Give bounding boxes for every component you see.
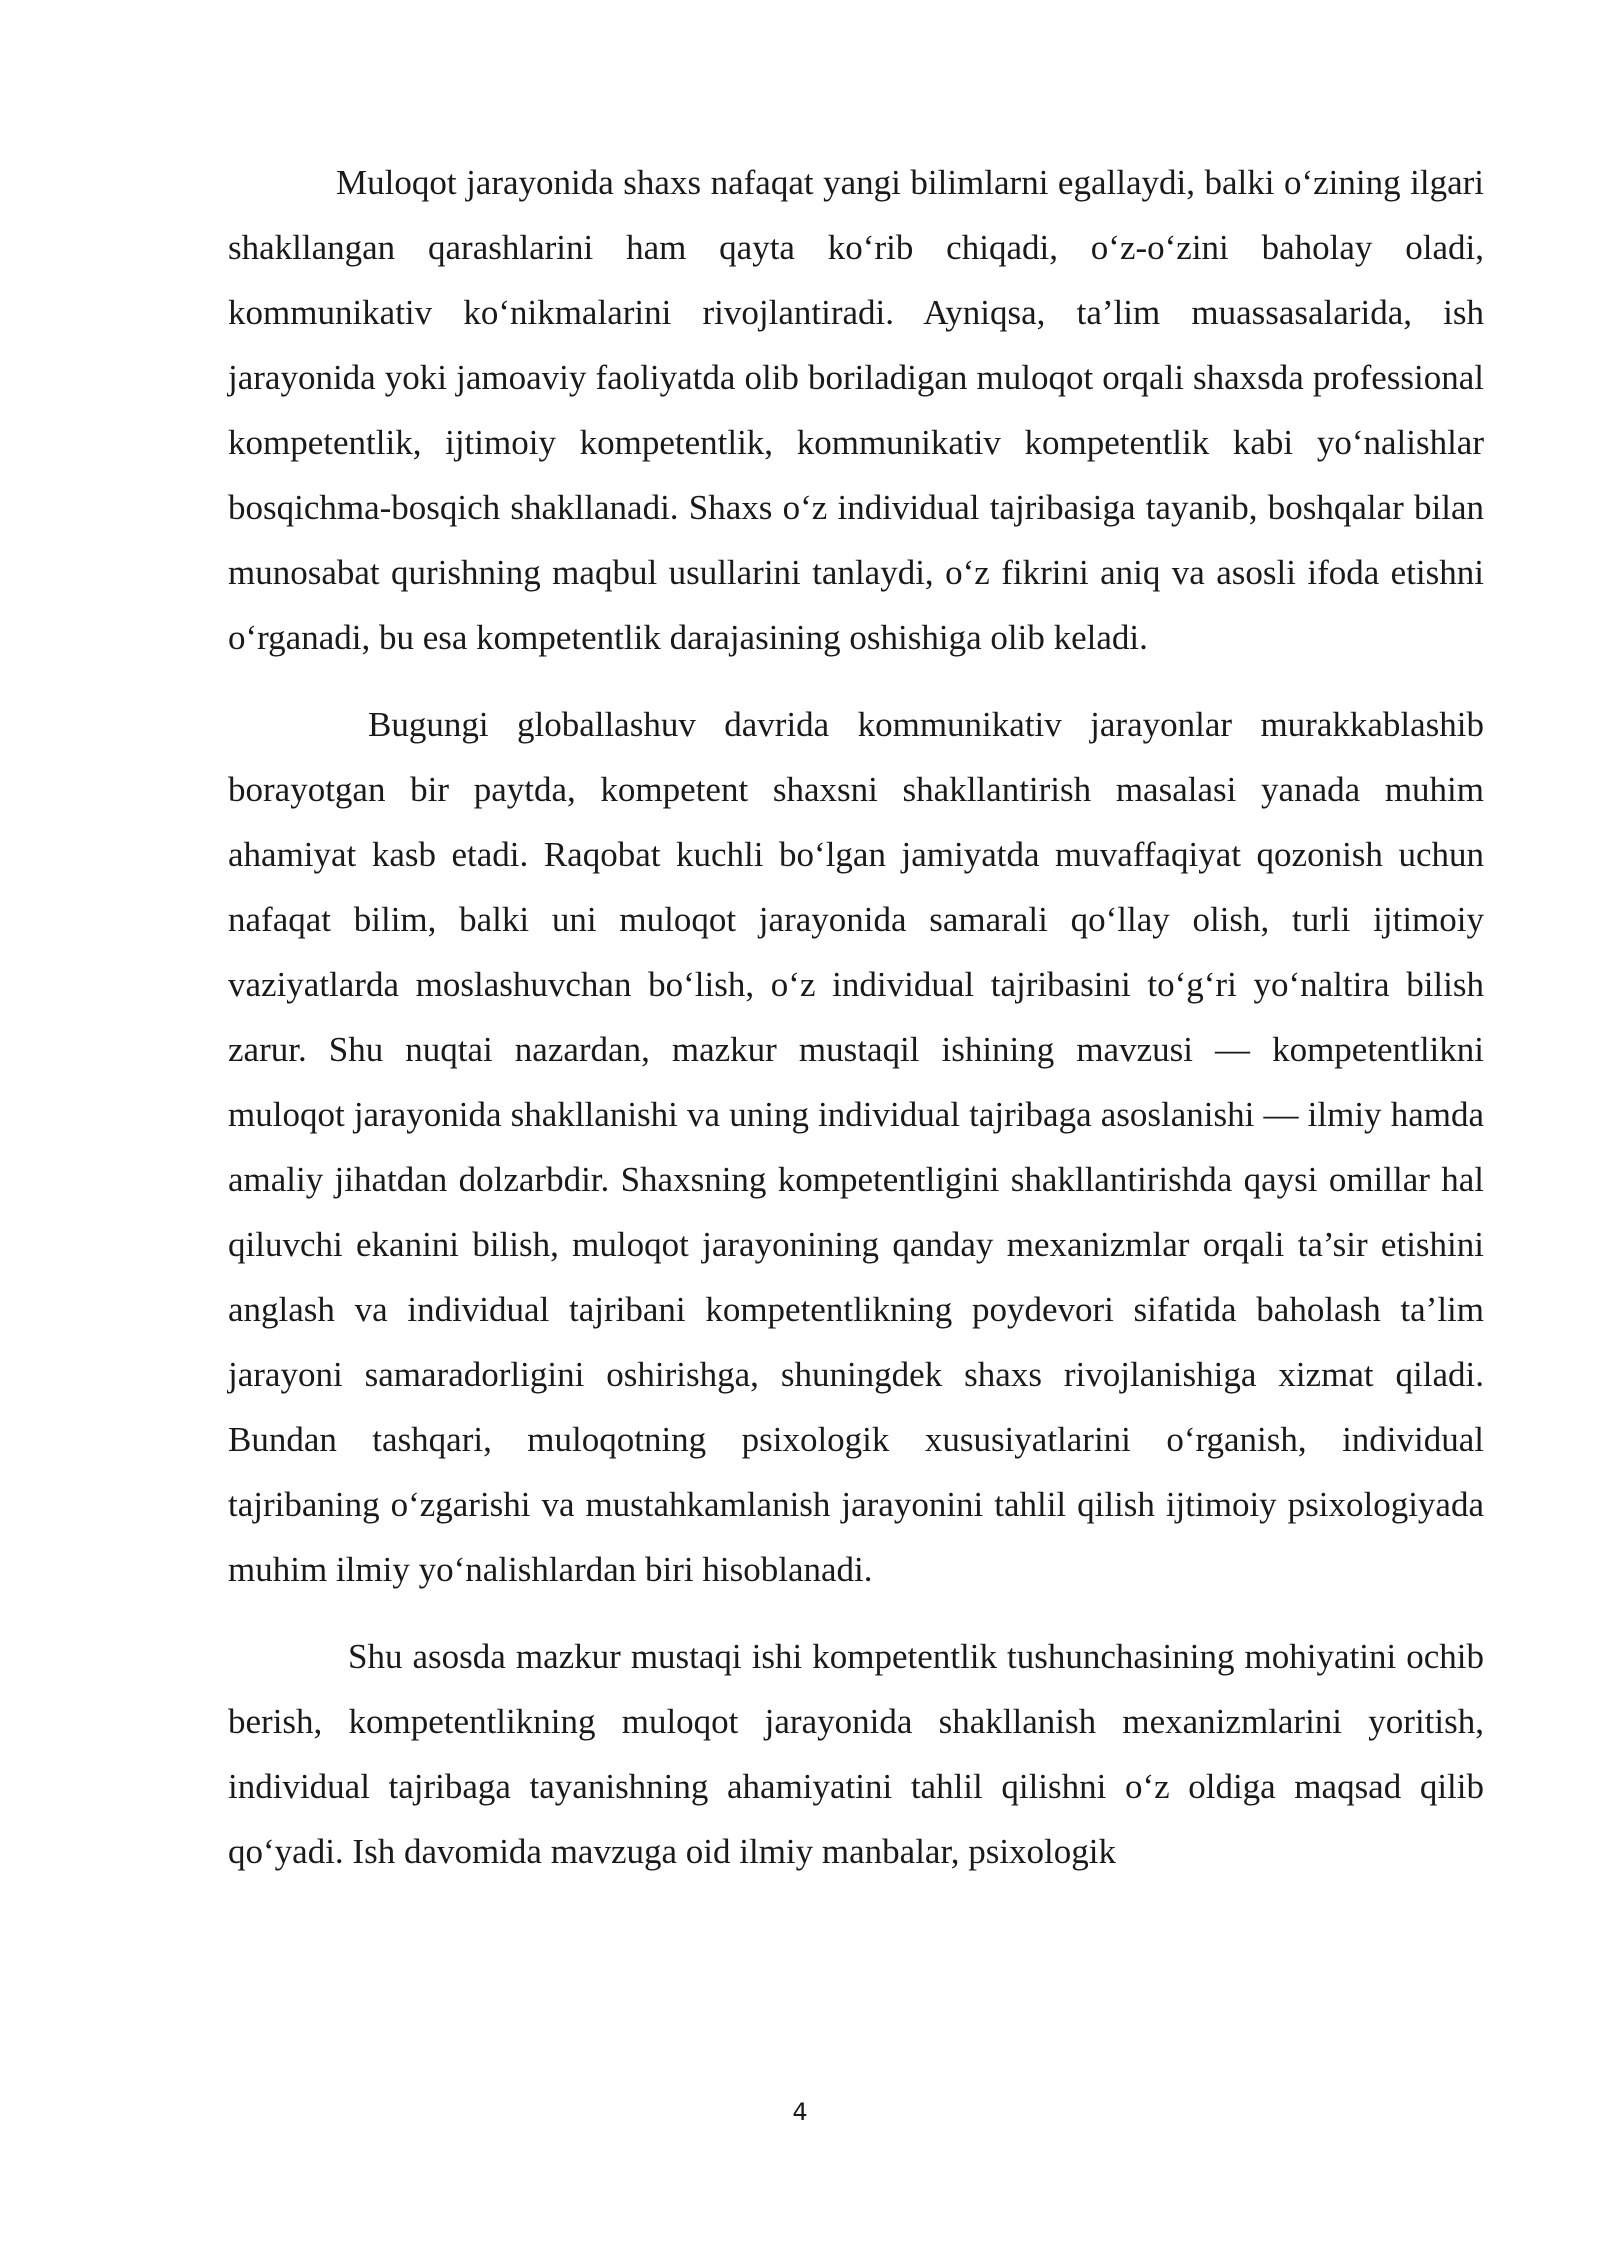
paragraph-2: Bugungi globallashuv davrida kommunikativ jarayonlar murakkablashib borayotgan bir paytda, kompetent shaxsni shakllantirish masalasi yanada muhim ahamiyat kasb etadi. Raqobat kuchli bo‘lgan jamiyatda muvaffaqiyat qozonish uchun nafaqat bilim, balki uni muloqot jarayonida samarali qo‘llay olish, turli ijtimoiy vaziyatlarda moslashuvchan bo‘lish, o‘z individual tajribasini to‘g‘ri yo‘naltira bilish zarur. Shu nuqtai nazardan, mazkur mustaqil ishining mavzusi — kompetentlikni muloqot jarayonida shakllanishi va uning individual tajribaga asoslanishi — ilmiy hamda amaliy jihatdan dolzarbdir. Shaxsning kompetentligini shakllantirishda qaysi omillar hal qiluvchi ekanini bilish, muloqot jarayonining qanday mexanizmlar orqali ta’sir etishini anglash va individual tajribani kompetentlikning poydevori sifatida baholash ta’lim jarayoni samaradorligini oshirishga, shuningdek shaxs rivojlanishiga xizmat qiladi. Bundan tashqari, muloqotning psixologik xususiyatlarini o‘rganish, individual tajribaning o‘zgarishi va mustahkamlanish jarayonini tahlil qilish ijtimoiy psixologiyada muhim ilmiy yo‘nalishlardan biri hisoblanadi. [228,705,1484,1589]
paragraph-1: Muloqot jarayonida shaxs nafaqat yangi bilimlarni egallaydi, balki o‘zining ilgari shakllangan qarashlarini ham qayta ko‘rib chiqadi, o‘z-o‘zini baholay oladi, kommunikativ ko‘nikmalarini rivojlantiradi. Ayniqsa, ta’lim muassasalarida, ish jarayonida yoki jamoaviy faoliyatda olib boriladigan muloqot orqali shaxsda professional kompetentlik, ijtimoiy kompetentlik, kommunikativ kompetentlik kabi yo‘nalishlar bosqichma-bosqich shakllanadi. Shaxs o‘z individual tajribasiga tayanib, boshqalar bilan munosabat qurishning maqbul usullarini tanlaydi, o‘z fikrini aniq va asosli ifoda etishni o‘rganadi, bu esa kompetentlik darajasining oshishiga olib keladi. [228,163,1484,657]
paragraph-3: Shu asosda mazkur mustaqi ishi kompetentlik tushunchasining mohiyatini ochib berish, kompetentlikning muloqot jarayonida shakllanish mexanizmlarini yoritish, individual tajribaga tayanishning ahamiyatini tahlil qilishni o‘z oldiga maqsad qilib qo‘yadi. Ish davomida mavzuga oid ilmiy manbalar, psixologik [228,1637,1484,1871]
page-number: 4 [792,2098,808,2126]
body-text [228,150,1484,1906]
